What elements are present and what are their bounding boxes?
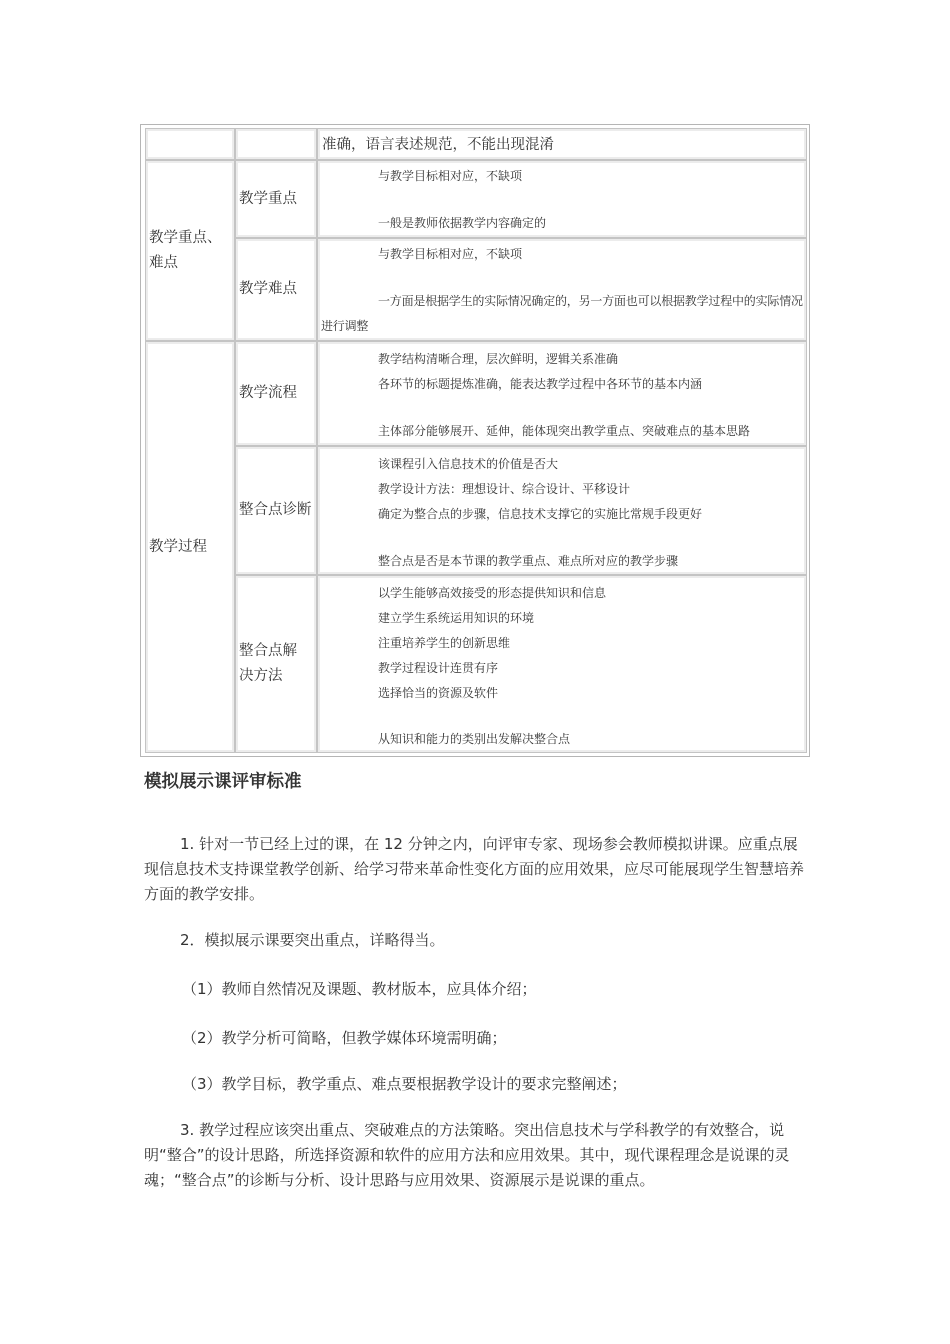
criteria-line: 选择恰当的资源及软件 (378, 686, 499, 700)
criteria-line: 注重培养学生的创新思维 (378, 636, 511, 650)
paragraph-4: （2）教学分析可简略，但教学媒体环境需明确； (182, 1029, 507, 1047)
item-label-cell-flow (235, 341, 317, 446)
row0-criteria-cell (317, 128, 807, 160)
item-label-cell-key-points (235, 160, 317, 238)
row0-col2-empty (235, 128, 317, 160)
evaluation-table (140, 124, 810, 757)
criteria-line: 以学生能够高效接受的形态提供知识和信息 (378, 586, 607, 600)
item-label-difficulties: 教学难点 (239, 281, 297, 297)
paragraph-1: 1. 针对一节已经上过的课，在 12 分钟之内，向评审专家、现场参会教师模拟讲课。应重点展现信息技术支持课堂教学创新、给学习带来革命性变化方面的应用效果，应尽可能展现学生智慧培养方面的教学安排。 (144, 835, 805, 903)
criteria-cell-difficulties (317, 238, 807, 341)
paragraph-6: 3. 教学过程应该突出重点、突破难点的方法策略。突出信息技术与学科教学的有效整合，说明“整合”的设计思路，所选择资源和软件的应用方法和应用效果。其中，现代课程理念是说课的灵魂；“整合点”的诊断与分析、设计思路与应用效果、资源展示是说课的重点。 (144, 1121, 790, 1189)
criteria-line: 教学设计方法：理想设计、综合设计、平移设计 (378, 482, 631, 496)
item-label-solution: 整合点解决方法 (239, 643, 297, 684)
criteria-cell-key-points (317, 160, 807, 238)
criteria-line: 教学过程设计连贯有序 (378, 661, 499, 675)
paragraph-2: 2．模拟展示课要突出重点，详略得当。 (180, 931, 445, 949)
criteria-line: 确定为整合点的步骤，信息技术支撑它的实施比常规手段更好 (378, 507, 703, 521)
row0-criteria-text: 准确，语言表述规范，不能出现混淆 (322, 137, 554, 153)
section-label-focus: 教学重点、难点 (149, 229, 222, 271)
section-label-cell-process (145, 341, 235, 753)
criteria-line: 主体部分能够展开、延伸，能体现突出教学重点、突破难点的基本思路 (378, 424, 751, 438)
criteria-cell-diagnosis (317, 446, 807, 575)
criteria-cell-flow (317, 341, 807, 446)
paragraph-3: （1）教师自然情况及课题、教材版本，应具体介绍； (182, 980, 537, 998)
criteria-line: 该课程引入信息技术的价值是否大 (378, 457, 559, 471)
criteria-cell-solution (317, 575, 807, 753)
criteria-line: 整合点是否是本节课的教学重点、难点所对应的教学步骤 (378, 554, 679, 568)
criteria-line: 各环节的标题提炼准确，能表达教学过程中各环节的基本内涵 (378, 377, 703, 391)
criteria-line: 从知识和能力的类别出发解决整合点 (378, 732, 571, 746)
item-label-diagnosis: 整合点诊断 (239, 502, 312, 518)
item-label-key-points: 教学重点 (239, 190, 297, 207)
item-label-cell-diagnosis (235, 446, 317, 575)
criteria-line: 与教学目标相对应，不缺项 (378, 169, 523, 183)
criteria-line: 一方面是根据学生的实际情况确定的，另一方面也可以根据教学过程中的实际情况进行调整 (321, 294, 803, 333)
row0-col1-empty (145, 128, 235, 160)
section-title: 模拟展示课评审标准 (144, 772, 302, 792)
section-label-process: 教学过程 (149, 538, 207, 555)
criteria-line: 建立学生系统运用知识的环境 (378, 611, 535, 625)
item-label-cell-difficulties (235, 238, 317, 341)
criteria-line: 一般是教师依据教学内容确定的 (378, 216, 547, 230)
item-label-flow: 教学流程 (239, 385, 297, 401)
criteria-line: 与教学目标相对应，不缺项 (378, 247, 523, 261)
criteria-line: 教学结构清晰合理，层次鲜明，逻辑关系准确 (378, 352, 619, 366)
paragraph-5: （3）教学目标，教学重点、难点要根据教学设计的要求完整阐述； (182, 1075, 627, 1093)
item-label-cell-solution (235, 575, 317, 753)
section-label-cell-focus (145, 160, 235, 341)
